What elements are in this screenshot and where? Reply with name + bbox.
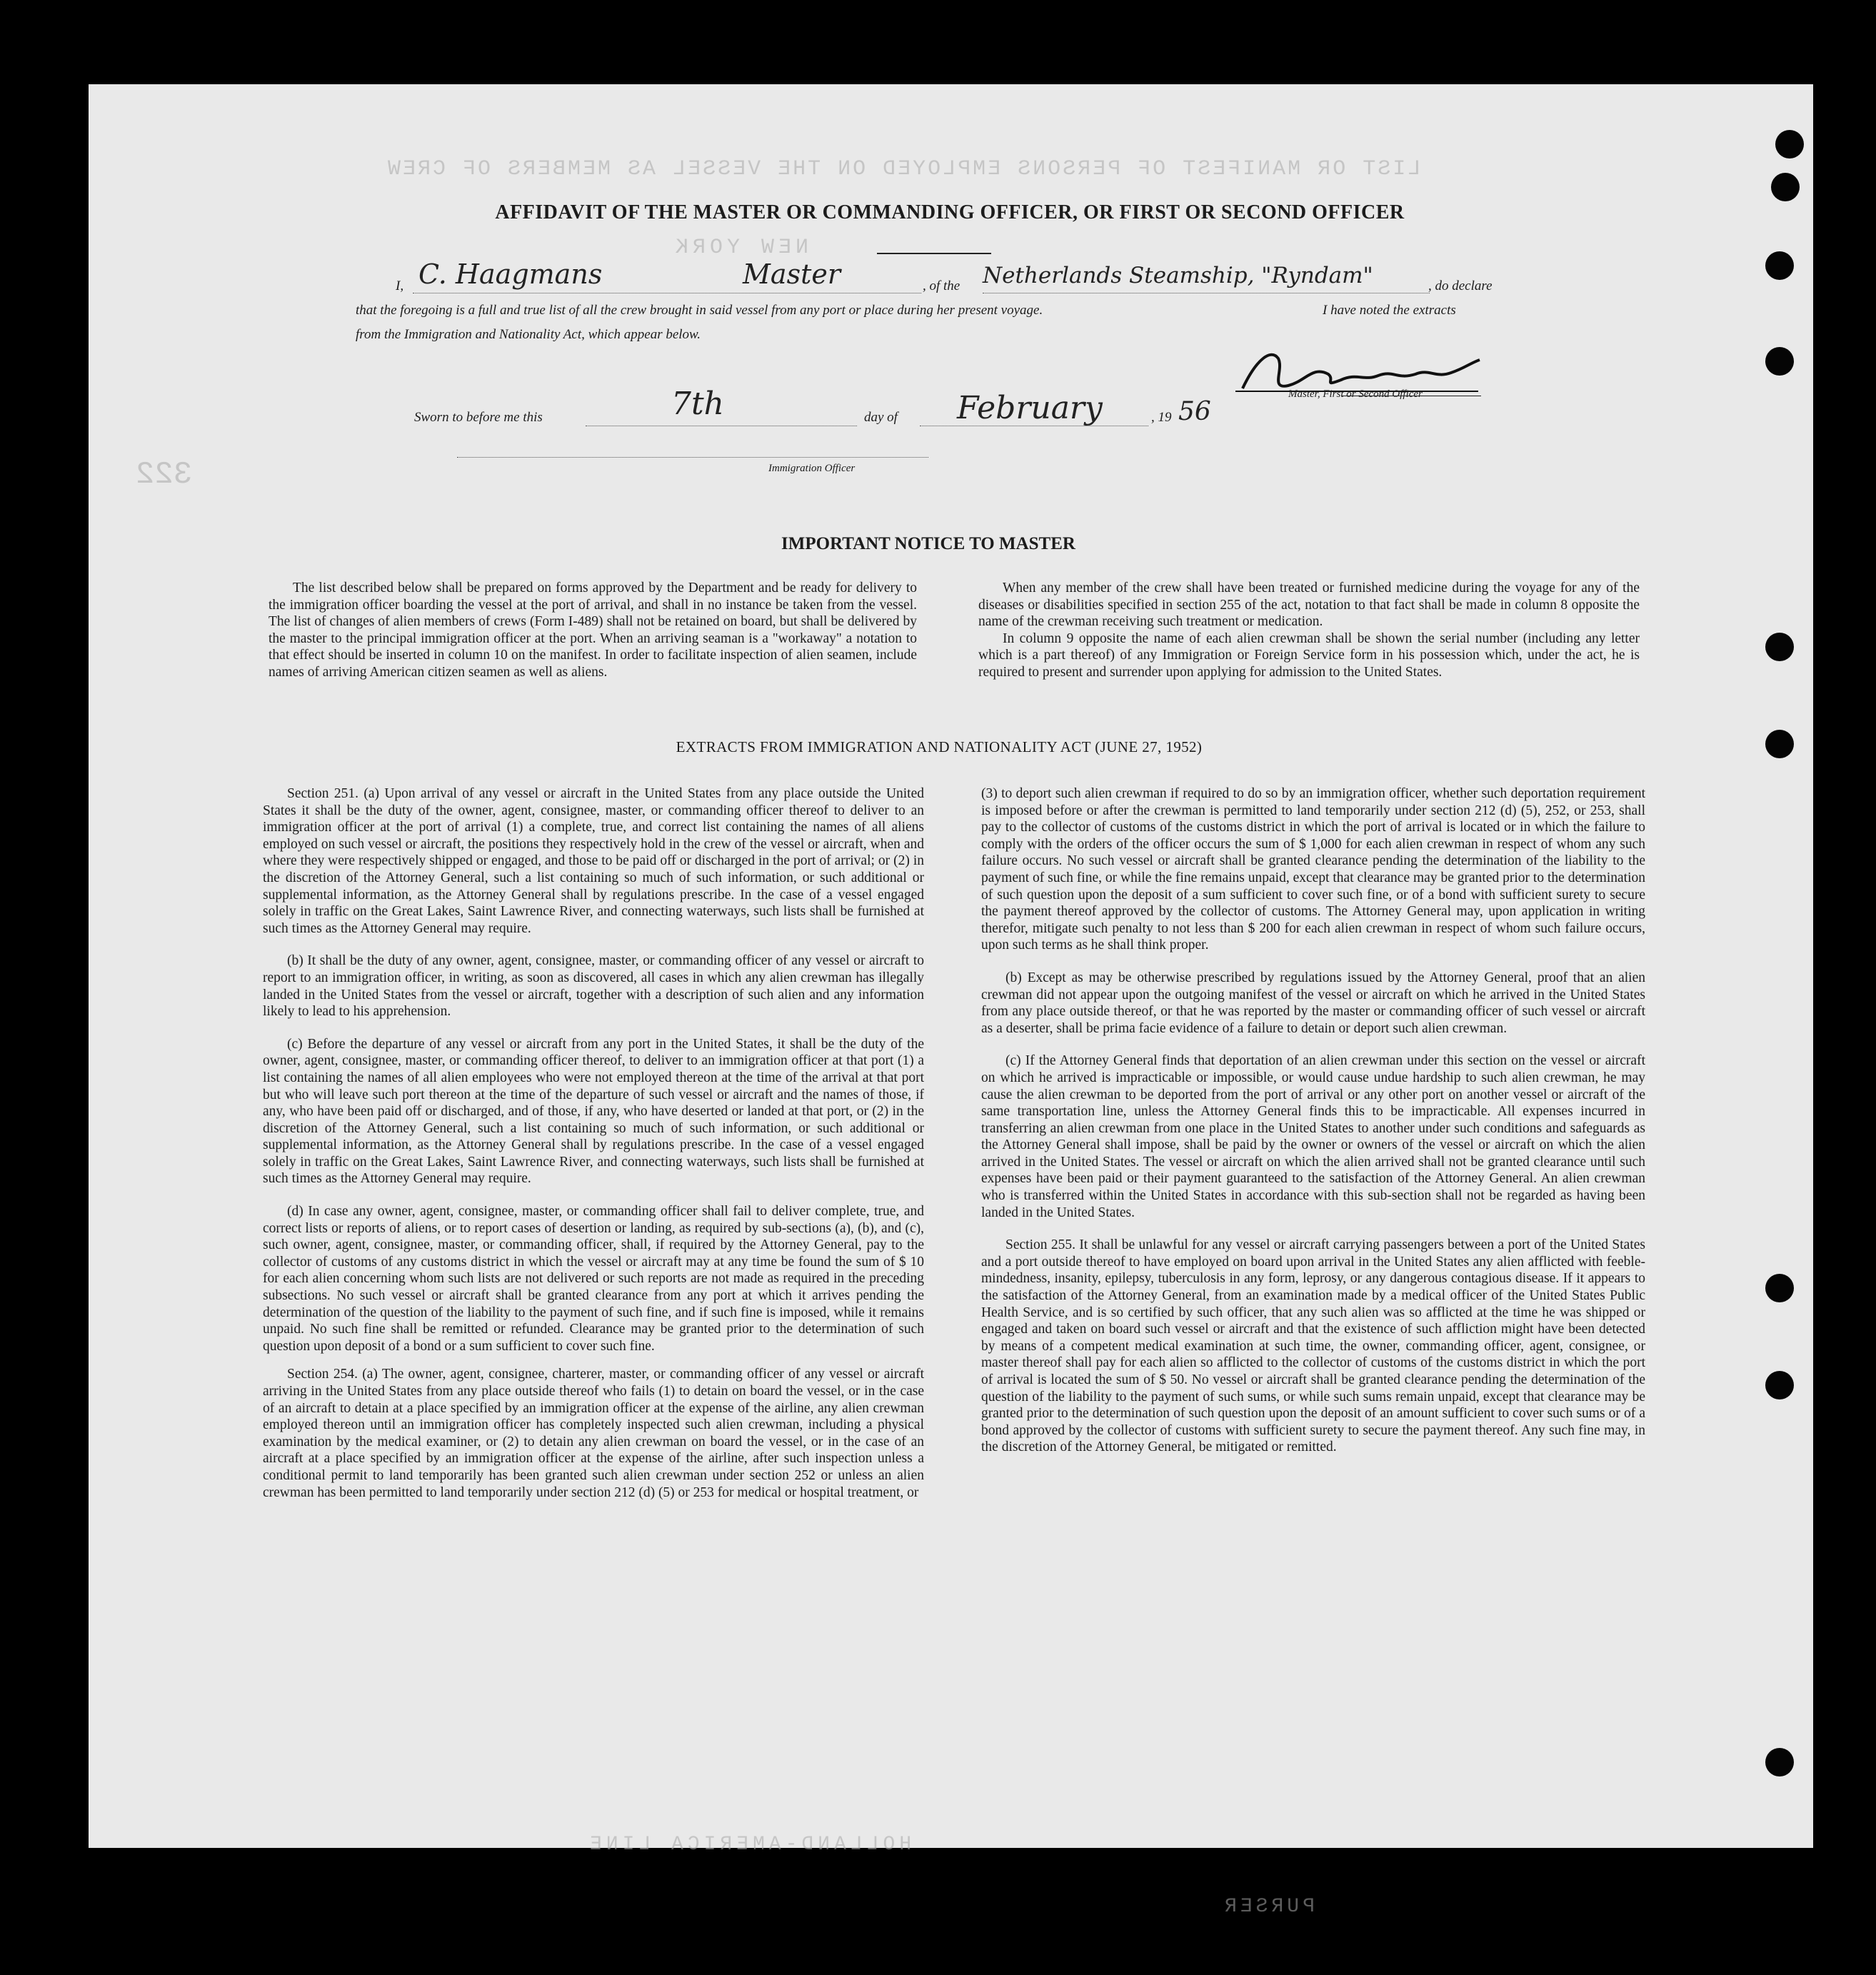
binder-hole (1765, 633, 1794, 661)
extract-paragraph: (3) to deport such alien crewman if required to do so by an immigration officer, whether such deportation requirement is imposed before or after the crewman is permitted to land temporarily under section 212 (d) (5), 252, or 253, shall pay to the collector of customs of the customs district in which the port of arrival is located or in which the failure to comply with the orders of the officer occurs the sum of $ 1,000 for each alien crewman in respect of whom any such failure occurs. No such vessel or aircraft shall be granted clearance pending the determination of the liability to the payment of such fine, or while the fine remains unpaid, except that clearance may be granted prior to the determination of such question upon the deposit of a sum sufficient to cover such fine, or of a bond with sufficient surety to secure the payment thereof approved by the collector of customs. The Attorney General may, upon application in writing therefor, mitigate such penalty to not less than $ 200 for each alien crewman in respect of whom such failure occurs, upon such terms as he shall think proper. (981, 786, 1645, 953)
bleed-through-port: NEW YORK (671, 236, 809, 260)
binder-hole (1765, 1274, 1794, 1302)
extracts-right-column (981, 785, 1645, 1456)
binder-hole (1771, 173, 1800, 201)
sworn-month-handwritten: February (957, 390, 1103, 426)
binder-hole (1765, 730, 1794, 758)
extracts-title: EXTRACTS FROM IMMIGRATION AND NATIONALITY ACT (JUNE 27, 1952) (676, 738, 1203, 755)
affidavit-line-1-prefix: I, (396, 278, 404, 293)
binder-hole (1765, 251, 1794, 280)
master-name-handwritten: C. Haagmans (418, 258, 603, 290)
extract-paragraph: (c) If the Attorney General finds that deportation of an alien crewman under this section on the vessel or aircraft on which he arrived is impracticable or impossible, or would cause undue hardship to such alien crewman, he may cause the alien crewman to be deported from the port of arrival or any other port on another vessel or aircraft of the same transportation line, unless the Attorney General finds this to be impracticable. All expenses incurred in transferring an alien crewman from one place in the United States to another under such conditions and safeguards as the Attorney General shall impose, shall be paid by the owner or owners of the vessel or aircraft on which the alien arrived in the United States. The vessel or aircraft on which the alien arrived shall not be granted clearance until such expenses have been paid or their payment guaranteed to the satisfaction of the Attorney General. An alien crewman who is transferred within the United States in accordance with this sub-section shall not be regarded as having been landed in the United States. (981, 1053, 1645, 1220)
extract-paragraph: (d) In case any owner, agent, consignee, master, or commanding officer shall fail to deliver complete, true, and correct lists or reports of aliens, or to report cases of desertion or landing, as required by sub-sections (a), (b), and (c), such owner, agent, consignee, master, or commanding officer, shall, if required by the Attorney General, pay to the collector of customs of any customs district in which the vessel or aircraft may at any time be found the sum of $ 10 for each alien concerning whom such lists are not delivered or such reports are not made as required in the preceding subsections. No such vessel or aircraft shall be granted clearance from any port at which it arrives pending the determination of the question of the liability to the payment of such fine, and if such fine is imposed, while it remains unpaid. No such fine shall be remitted or refunded. Clearance may be granted prior to the determination of such question upon deposit of a bond or a sum sufficient to cover such fine. (263, 1204, 924, 1354)
notice-right-column (978, 580, 1640, 681)
immigration-officer-caption: Immigration Officer (768, 463, 856, 474)
immigration-officer-line (457, 457, 928, 458)
year-handwritten: 56 (1178, 397, 1211, 426)
affidavit-line-1-of-the: , of the (923, 278, 960, 293)
extract-paragraph: Section 251. (a) Upon arrival of any vessel or aircraft in the United States from any place outside the United States it shall be the duty of the owner, agent, consignee, master, or commanding officer thereof to deliver to an immigration officer at the port of arrival (1) a complete, true, and correct list containing the names of all aliens employed on such vessel or aircraft, the positions they respectively hold in the crew of the vessel or aircraft, when and where they were respectively shipped or engaged, and those to be paid off or discharged in the port of arrival; or (2) in the discretion of the Attorney General, such a list containing so much of such information, or such additional or supplemental information, as the Attorney General shall by regulations prescribe. In the case of a vessel engaged solely in traffic on the Great Lakes, Saint Lawrence River, and connecting waterways, such lists shall be furnished at such times as the Attorney General may require. (263, 786, 924, 936)
affidavit-line-2-right: I have noted the extracts (1323, 303, 1456, 318)
notice-left-paragraph: The list described below shall be prepared on forms approved by the Department and be ready for delivery to the immigration officer boarding the vessel at the port of arrival, and shall in no instance be taken from the vessel. The list of changes of alien members of crews (Form I-489) shall not be retained on board, but shall be delivered by the master to the principal immigration officer at the port. When an arriving seaman is a "workaway" a notation to that effect should be inserted in column 10 on the manifest. In order to facilitate inspection of alien seamen, include names of arriving American citizen seamen as well as aliens. (269, 581, 917, 680)
day-of-label: day of (864, 410, 898, 425)
affidavit-line-3: from the Immigration and Nationality Act, which appear below. (356, 327, 701, 342)
extract-paragraph: (b) Except as may be otherwise prescribed by regulations issued by the Attorney General, proof that an alien crewman did not appear upon the outgoing manifest of the vessel or aircraft on which he arrived in the United States from any place outside thereof, or that he was reported by the master or commanding officer of such vessel or aircraft as a deserter, shall be prima facie evidence of a failure to detain or deport such alien crewman. (981, 970, 1645, 1036)
notice-title: IMPORTANT NOTICE TO MASTER (781, 534, 1075, 553)
affidavit-line-2: that the foregoing is a full and true list of all the crew brought in said vessel from any port or place during her present voyage. (356, 303, 1043, 318)
binder-hole (1765, 1748, 1794, 1777)
affidavit-line-1-suffix: , do declare (1428, 278, 1493, 293)
bleed-through-line-name: HOLLAND-AMERICA LINE (586, 1834, 912, 1856)
sworn-day-handwritten: 7th (671, 386, 725, 422)
binder-hole (1765, 1371, 1794, 1399)
affidavit-title: AFFIDAVIT OF THE MASTER OR COMMANDING OFFICER, OR FIRST OR SECOND OFFICER (495, 201, 1405, 223)
extract-paragraph: (b) It shall be the duty of any owner, agent, consignee, master, or commanding officer of any vessel or aircraft to report to an immigration officer, in writing, as soon as discovered, all cases in which any alien crewman has illegally landed in the United States from the vessel or aircraft, together with a description of such alien and any information likely to lead to his apprehension. (263, 953, 924, 1020)
bleed-through-purser: PURSER (1221, 1896, 1315, 1918)
bleed-through-heading: LIST OR MANIFEST OF PERSONS EMPLOYED ON THE VESSEL AS MEMBERS OF CREW (386, 157, 1421, 181)
notice-right-paragraph: When any member of the crew shall have been treated or furnished medicine during the voyage for any of the diseases or disabilities specified in section 255 of the act, notation to that fact shall be made in column 8 opposite the name of the crewman receiving such treatment or medication. (978, 581, 1640, 630)
master-rank-handwritten: Master (743, 258, 841, 290)
extract-paragraph: Section 254. (a) The owner, agent, consignee, charterer, master, or commanding officer of any vessel or aircraft arriving in the United States from any place outside thereof who fails (1) to detain on board the vessel, or in the case of an aircraft to detain at a place specified by an immigration officer at the expense of the airline, any alien crewman employed thereon until an immigration officer has completely inspected such alien crewman, including a physical examination by the medical examiner, or (2) to detain any alien crewman on board the vessel, or in the case of an aircraft at a place specified by an immigration officer at the expense of the airline, after such inspection unless a conditional permit to land temporarily has been granted such alien crewman under section 252 or unless an alien crewman has been permitted to land temporarily under section 212 (d) (5) or 253 for medical or hospital treatment, or (263, 1367, 924, 1500)
bleed-through-page-number: 322 (136, 457, 193, 493)
extracts-left-column (263, 785, 924, 1501)
extract-paragraph: (c) Before the departure of any vessel or aircraft from any port in the United States, it shall be the duty of the owner, agent, consignee, master, or commanding officer thereof, to deliver to an immigration officer at that port (1) a list containing the names of all alien employees who were not employed thereon at the time of the arrival at that port but who will leave such port thereon at the time of the departure of such vessel or aircraft and the names of those, if any, who have been paid off or discharged, and of those, if any, who have deserted or landed at that port, or (2) in the discretion of the Attorney General, such a list containing so much of such information, or such additional or supplemental information, as the Attorney General shall by regulations prescribe. In the case of a vessel engaged solely in traffic on the Great Lakes, Saint Lawrence River, and connecting waterways, such lists shall be furnished at such times as the Attorney General may require. (263, 1036, 924, 1187)
signature-caption: Master, First or Second Officer (1288, 388, 1423, 400)
notice-right-paragraph: In column 9 opposite the name of each alien crewman shall be shown the serial number (including any letter which is a part thereof) of any Immigration or Foreign Service form in his possession which, under the act, he is required to present and surrender upon applying for admission to the United States. (978, 630, 1640, 680)
sworn-label: Sworn to before me this (414, 410, 543, 425)
vessel-name-handwritten: Netherlands Steamship, "Ryndam" (983, 263, 1373, 288)
extract-paragraph: Section 255. It shall be unlawful for any vessel or aircraft carrying passengers between a port of the United States and a port outside thereof to have employed on board upon arrival in the United States any alien afflicted with feeble-mindedness, insanity, epilepsy, tuberculosis in any form, leprosy, or any dangerous contagious disease. If it appears to the satisfaction of the Attorney General, from an examination made by a medical officer of the United States Public Health Service, and is so certified by such officer, that any such alien was so afflicted at the time he was shipped or engaged and taken on board such vessel or aircraft and that the existence of such affliction might have been detected by means of a competent medical examination at such time, the owner, commanding officer, agent, consignee, or master thereof shall pay for each alien so afflicted to the collector of customs of the customs district in which the port of arrival is located the sum of $ 50. No vessel or aircraft shall be granted clearance pending the determination of the question of the liability to the payment of such sums, or while such sums remain unpaid, except that clearance may be granted prior to the determination of such question upon the deposit of an amount sufficient to cover such sums or of a bond approved by the collector of customs with sufficient surety to secure the payment thereof. Any such fine may, in the discretion of the Attorney General, be mitigated or remitted. (981, 1237, 1645, 1455)
notice-left-column (269, 580, 917, 681)
year-prefix: , 19 (1151, 410, 1172, 425)
binder-hole (1775, 130, 1804, 159)
binder-hole (1765, 347, 1794, 376)
title-rule (877, 253, 991, 254)
